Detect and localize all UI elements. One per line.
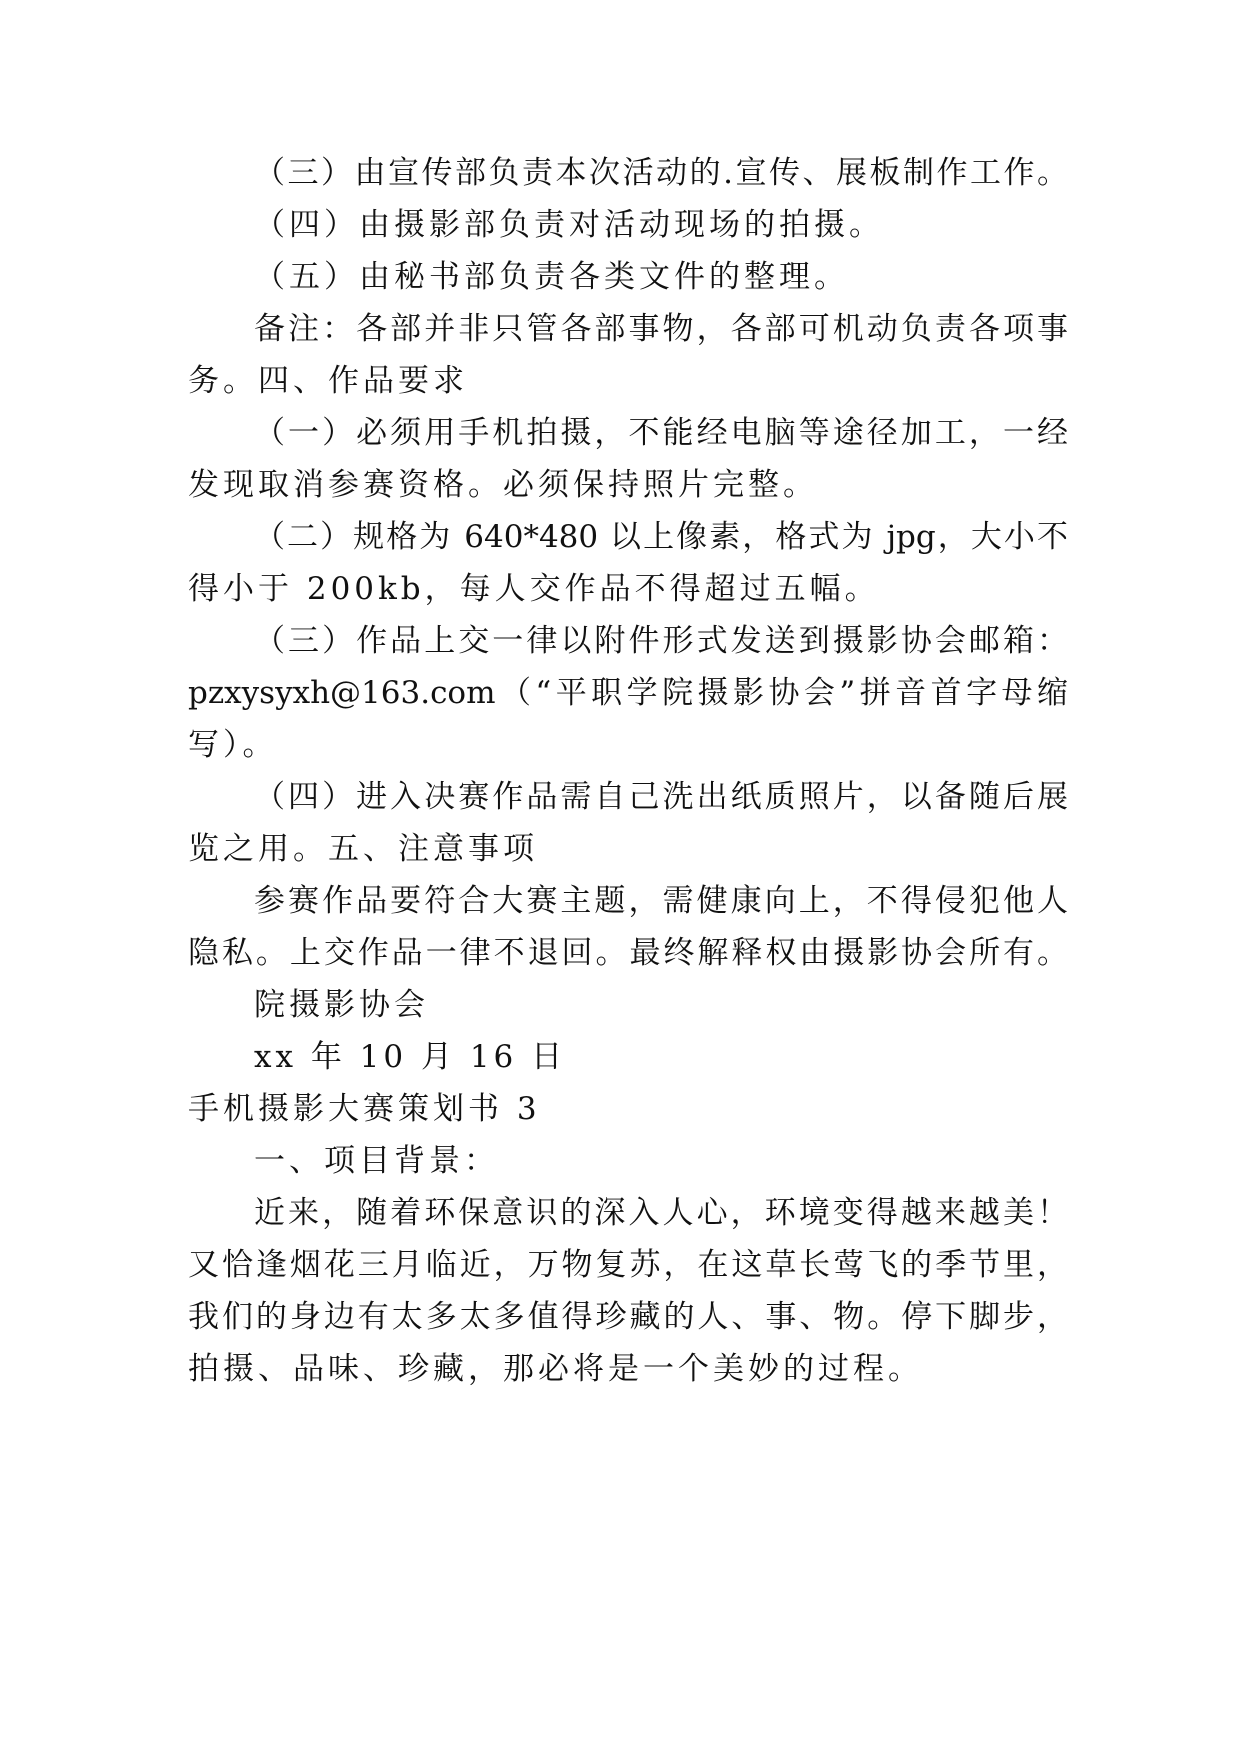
signature-date: xx 年 10 月 16 日 [254, 1039, 567, 1075]
paragraph-line: 又恰逢烟花三月临近，万物复苏，在这草长莺飞的季节里， [188, 1247, 1068, 1283]
paragraph-line: 写）。 [188, 727, 278, 763]
paragraph-line: （二）规格为 640*480 以上像素，格式为 jpg，大小不 [254, 519, 1068, 555]
paragraph-line: 拍摄、品味、珍藏，那必将是一个美妙的过程。 [188, 1351, 923, 1387]
paragraph-line: 务。四、作品要求 [188, 363, 468, 399]
paragraph-line: （四）由摄影部负责对活动现场的拍摄。 [254, 207, 884, 243]
paragraph-line: （一）必须用手机拍摄，不能经电脑等途径加工，一经 [254, 415, 1068, 451]
paragraph-line: （五）由秘书部负责各类文件的整理。 [254, 259, 849, 295]
paragraph-line: 隐私。上交作品一律不退回。最终解释权由摄影协会所有。 [188, 935, 1068, 971]
section-title: 手机摄影大赛策划书 3 [188, 1091, 541, 1127]
paragraph-line: 备注：各部并非只管各部事物，各部可机动负责各项事 [254, 311, 1068, 347]
paragraph-line: 近来，随着环保意识的深入人心，环境变得越来越美！ [254, 1195, 1068, 1231]
paragraph-line: 览之用。五、注意事项 [188, 831, 538, 867]
paragraph-line: （四）进入决赛作品需自己洗出纸质照片，以备随后展 [254, 779, 1068, 815]
paragraph-line: 得小于 200kb，每人交作品不得超过五幅。 [188, 571, 880, 607]
paragraph-line: 我们的身边有太多太多值得珍藏的人、事、物。停下脚步， [188, 1299, 1068, 1335]
paragraph-line: 参赛作品要符合大赛主题，需健康向上，不得侵犯他人 [254, 883, 1068, 919]
signature-organization: 院摄影协会 [254, 987, 429, 1023]
paragraph-line: pzxysyxh@163.com（“平职学院摄影协会”拼音首字母缩 [188, 675, 1068, 711]
paragraph-line: （三）作品上交一律以附件形式发送到摄影协会邮箱： [254, 623, 1068, 659]
paragraph-line: （三）由宣传部负责本次活动的.宣传、展板制作工作。 [254, 155, 1068, 191]
paragraph-line: 发现取消参赛资格。必须保持照片完整。 [188, 467, 818, 503]
section-heading: 一、项目背景： [254, 1143, 499, 1179]
